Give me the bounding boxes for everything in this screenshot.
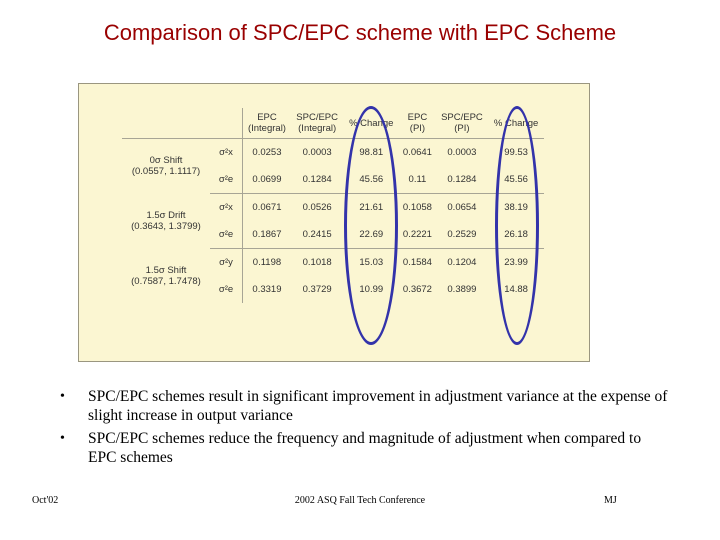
header-epc-integral: EPC (Integral) xyxy=(243,108,291,139)
table-row xyxy=(122,139,544,167)
table-cell: 38.19 xyxy=(504,202,528,213)
bullet-item xyxy=(60,429,670,467)
table-cell: 0.3899 xyxy=(447,284,477,295)
table-cell: 10.99 xyxy=(359,284,384,295)
footer-date: Oct'02 xyxy=(32,495,59,506)
variance-label: σ²y xyxy=(219,257,233,268)
table-cell: 99.53 xyxy=(504,147,528,158)
table-cell: 15.03 xyxy=(359,257,384,268)
table-cell: 0.0671 xyxy=(243,194,291,222)
table-cell: 0.1284 xyxy=(291,166,343,194)
header-spcepc-integral: SPC/EPC (Integral) xyxy=(291,108,343,139)
table-cell: 0.0641 xyxy=(402,147,432,158)
table-cell: 0.0699 xyxy=(243,166,291,194)
table-header-row xyxy=(122,108,544,139)
table-cell: 0.1584 xyxy=(402,257,432,268)
table-cell: 0.2221 xyxy=(399,221,436,249)
bullet-dot: • xyxy=(60,389,65,404)
header-epc-pi: EPC (PI) xyxy=(399,108,436,139)
table-row xyxy=(122,249,544,277)
table-cell: 0.0526 xyxy=(302,202,332,213)
bullet-list xyxy=(60,387,670,471)
table-cell: 0.11 xyxy=(399,166,436,194)
header-change-integral: % Change xyxy=(343,108,399,139)
header-spcepc-pi: SPC/EPC (PI) xyxy=(436,108,488,139)
table-cell: 0.1204 xyxy=(447,257,477,268)
table-cell: 0.3729 xyxy=(302,284,332,295)
bullet-item xyxy=(60,387,670,425)
header-variance xyxy=(210,108,243,139)
variance-label: σ²e xyxy=(210,166,243,194)
bullet-dot: • xyxy=(60,431,65,446)
table-cell: 0.1867 xyxy=(243,221,291,249)
variance-label: σ²x xyxy=(219,147,233,158)
table-row xyxy=(122,194,544,222)
header-condition xyxy=(122,108,210,139)
variance-label: σ²e xyxy=(218,284,234,295)
condition-cell: 0σ Shift (0.0557, 1.1117) xyxy=(131,155,201,178)
variance-label: σ²x xyxy=(219,202,233,213)
table-cell: 23.99 xyxy=(504,257,528,268)
table-cell: 0.1198 xyxy=(243,249,291,277)
table-cell: 0.0253 xyxy=(243,139,291,167)
highlight-ellipse-integral-change xyxy=(344,106,398,345)
condition-cell: 1.5σ Shift (0.7587, 1.7478) xyxy=(131,264,201,287)
footer-conference: 2002 ASQ Fall Tech Conference xyxy=(294,495,426,506)
condition-cell: 1.5σ Drift (0.3643, 1.3799) xyxy=(131,210,201,232)
table-cell: 0.3319 xyxy=(243,276,291,303)
table-cell: 22.69 xyxy=(343,221,399,249)
table-cell: 14.88 xyxy=(504,284,528,295)
variance-label: σ²e xyxy=(210,221,243,249)
highlight-ellipse-pi-change xyxy=(495,106,539,345)
table-cell: 0.0003 xyxy=(447,147,477,158)
table-cell: 0.0003 xyxy=(302,147,332,158)
table-cell: 0.1058 xyxy=(402,202,432,213)
table-cell: 0.0654 xyxy=(447,202,477,213)
table-cell: 26.18 xyxy=(488,221,544,249)
footer-author: MJ xyxy=(604,495,617,506)
table-cell: 45.56 xyxy=(488,166,544,194)
bullet-text: SPC/EPC schemes reduce the frequency and magnitude of adjustment when compared to EPC schemes xyxy=(88,430,642,466)
comparison-table xyxy=(122,108,544,303)
table-cell: 0.2529 xyxy=(436,221,488,249)
table-cell: 0.1018 xyxy=(302,257,332,268)
slide-title: Comparison of SPC/EPC scheme with EPC Scheme xyxy=(103,20,617,45)
table-cell: 21.61 xyxy=(359,202,384,213)
comparison-figure xyxy=(78,83,590,362)
header-change-pi: % Change xyxy=(488,108,544,139)
table-cell: 98.81 xyxy=(359,147,384,158)
table-cell: 0.2415 xyxy=(291,221,343,249)
table-cell: 0.1284 xyxy=(436,166,488,194)
table-cell: 45.56 xyxy=(343,166,399,194)
table-cell: 0.3672 xyxy=(402,284,432,295)
bullet-text: SPC/EPC schemes result in significant improvement in adjustment variance at the expense of slight increase in output variance xyxy=(88,388,668,424)
